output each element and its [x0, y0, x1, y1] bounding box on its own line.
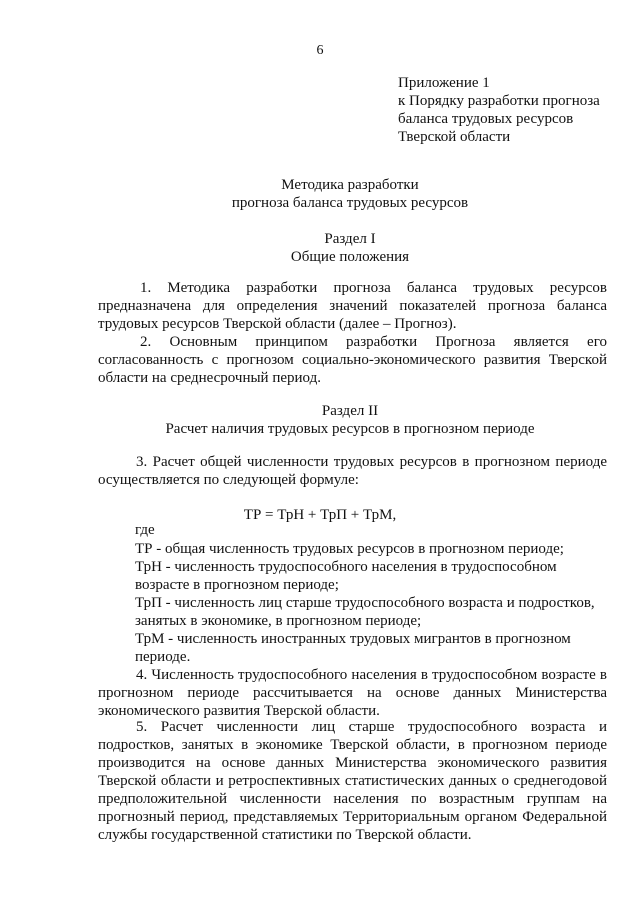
- paragraph-line: прогнозный период, представляемых Территориальным органом Федеральной: [98, 809, 607, 825]
- paragraph-line: 5. Расчет численности лиц старше трудоспособного возраста и: [136, 719, 607, 735]
- section-title: Расчет наличия трудовых ресурсов в прогнозном периоде: [165, 421, 535, 437]
- paragraph-4: [98, 666, 607, 720]
- paragraph-line: предположительной численности населения по возрастным группам на: [98, 791, 607, 807]
- definition-trp: [135, 594, 615, 630]
- paragraph-line: производится на основе данных Министерства экономического развития: [98, 755, 607, 771]
- appendix-line: баланса трудовых ресурсов: [398, 111, 574, 127]
- section-number: Раздел I: [324, 231, 376, 247]
- paragraph-1: [98, 279, 607, 333]
- appendix-reference: [398, 74, 628, 146]
- appendix-line: Тверской области: [398, 129, 511, 145]
- appendix-line: к Порядку разработки прогноза: [398, 93, 600, 109]
- paragraph-line: подростков, занятых в экономике Тверской области, в прогнозном периоде: [98, 737, 607, 753]
- paragraph-line: трудовых ресурсов Тверской области (далее – Прогноз).: [98, 316, 457, 332]
- definition-line: возрасте в прогнозном периоде;: [135, 577, 339, 593]
- section-2-heading: [90, 402, 610, 438]
- paragraph-5: [98, 718, 607, 844]
- paragraph-2: [98, 333, 607, 387]
- page-number: 6: [316, 43, 324, 58]
- definition-line: ТрП - численность лиц старше трудоспособного возраста и подростков,: [135, 595, 595, 611]
- definition-line: периоде.: [135, 649, 191, 665]
- paragraph-line: экономического развития Тверской области.: [98, 703, 380, 719]
- definition-line: занятых в экономике, в прогнозном периоде;: [135, 613, 422, 629]
- section-number: Раздел II: [321, 403, 379, 419]
- section-title: Общие положения: [290, 249, 410, 265]
- paragraph-line: 2. Основным принципом разработки Прогноза является его: [140, 334, 607, 350]
- title-line: прогноза баланса трудовых ресурсов: [231, 195, 469, 211]
- paragraph-line: согласованность с прогнозом социально-экономического развития Тверской: [98, 352, 607, 368]
- definition-trn: [135, 558, 615, 594]
- definition-line: ТрМ - численность иностранных трудовых мигрантов в прогнозном: [135, 631, 571, 647]
- paragraph-3: [98, 453, 607, 489]
- paragraph-line: Тверской области и ретроспективных статистических данных о среднегодовой: [98, 773, 607, 789]
- paragraph-line: 1. Методика разработки прогноза баланса трудовых ресурсов: [140, 280, 607, 296]
- title-line: Методика разработки: [281, 177, 419, 193]
- definition-line: ТрН - численность трудоспособного населения в трудоспособном: [135, 559, 557, 575]
- definition-tr: [135, 540, 615, 558]
- paragraph-line: осуществляется по следующей формуле:: [98, 472, 359, 488]
- paragraph-line: области на среднесрочный период.: [98, 370, 321, 386]
- definition-trm: [135, 630, 615, 666]
- section-1-heading: [90, 230, 610, 266]
- where-label: где: [135, 522, 155, 538]
- paragraph-line: предназначена для определения значений показателей прогноза баланса: [98, 298, 607, 314]
- definition-line: ТР - общая численность трудовых ресурсов в прогнозном периоде;: [135, 541, 564, 557]
- formula: ТР = ТрН + ТрП + ТрМ,: [243, 507, 397, 523]
- document-title: [90, 176, 610, 212]
- paragraph-line: службы государственной статистики по Тверской области.: [98, 827, 472, 843]
- paragraph-line: прогнозном периоде рассчитывается на основе данных Министерства: [98, 685, 607, 701]
- paragraph-line: 4. Численность трудоспособного населения в трудоспособном возрасте в: [136, 667, 607, 683]
- appendix-line: Приложение 1: [398, 75, 490, 91]
- paragraph-line: 3. Расчет общей численности трудовых ресурсов в прогнозном периоде: [136, 454, 607, 470]
